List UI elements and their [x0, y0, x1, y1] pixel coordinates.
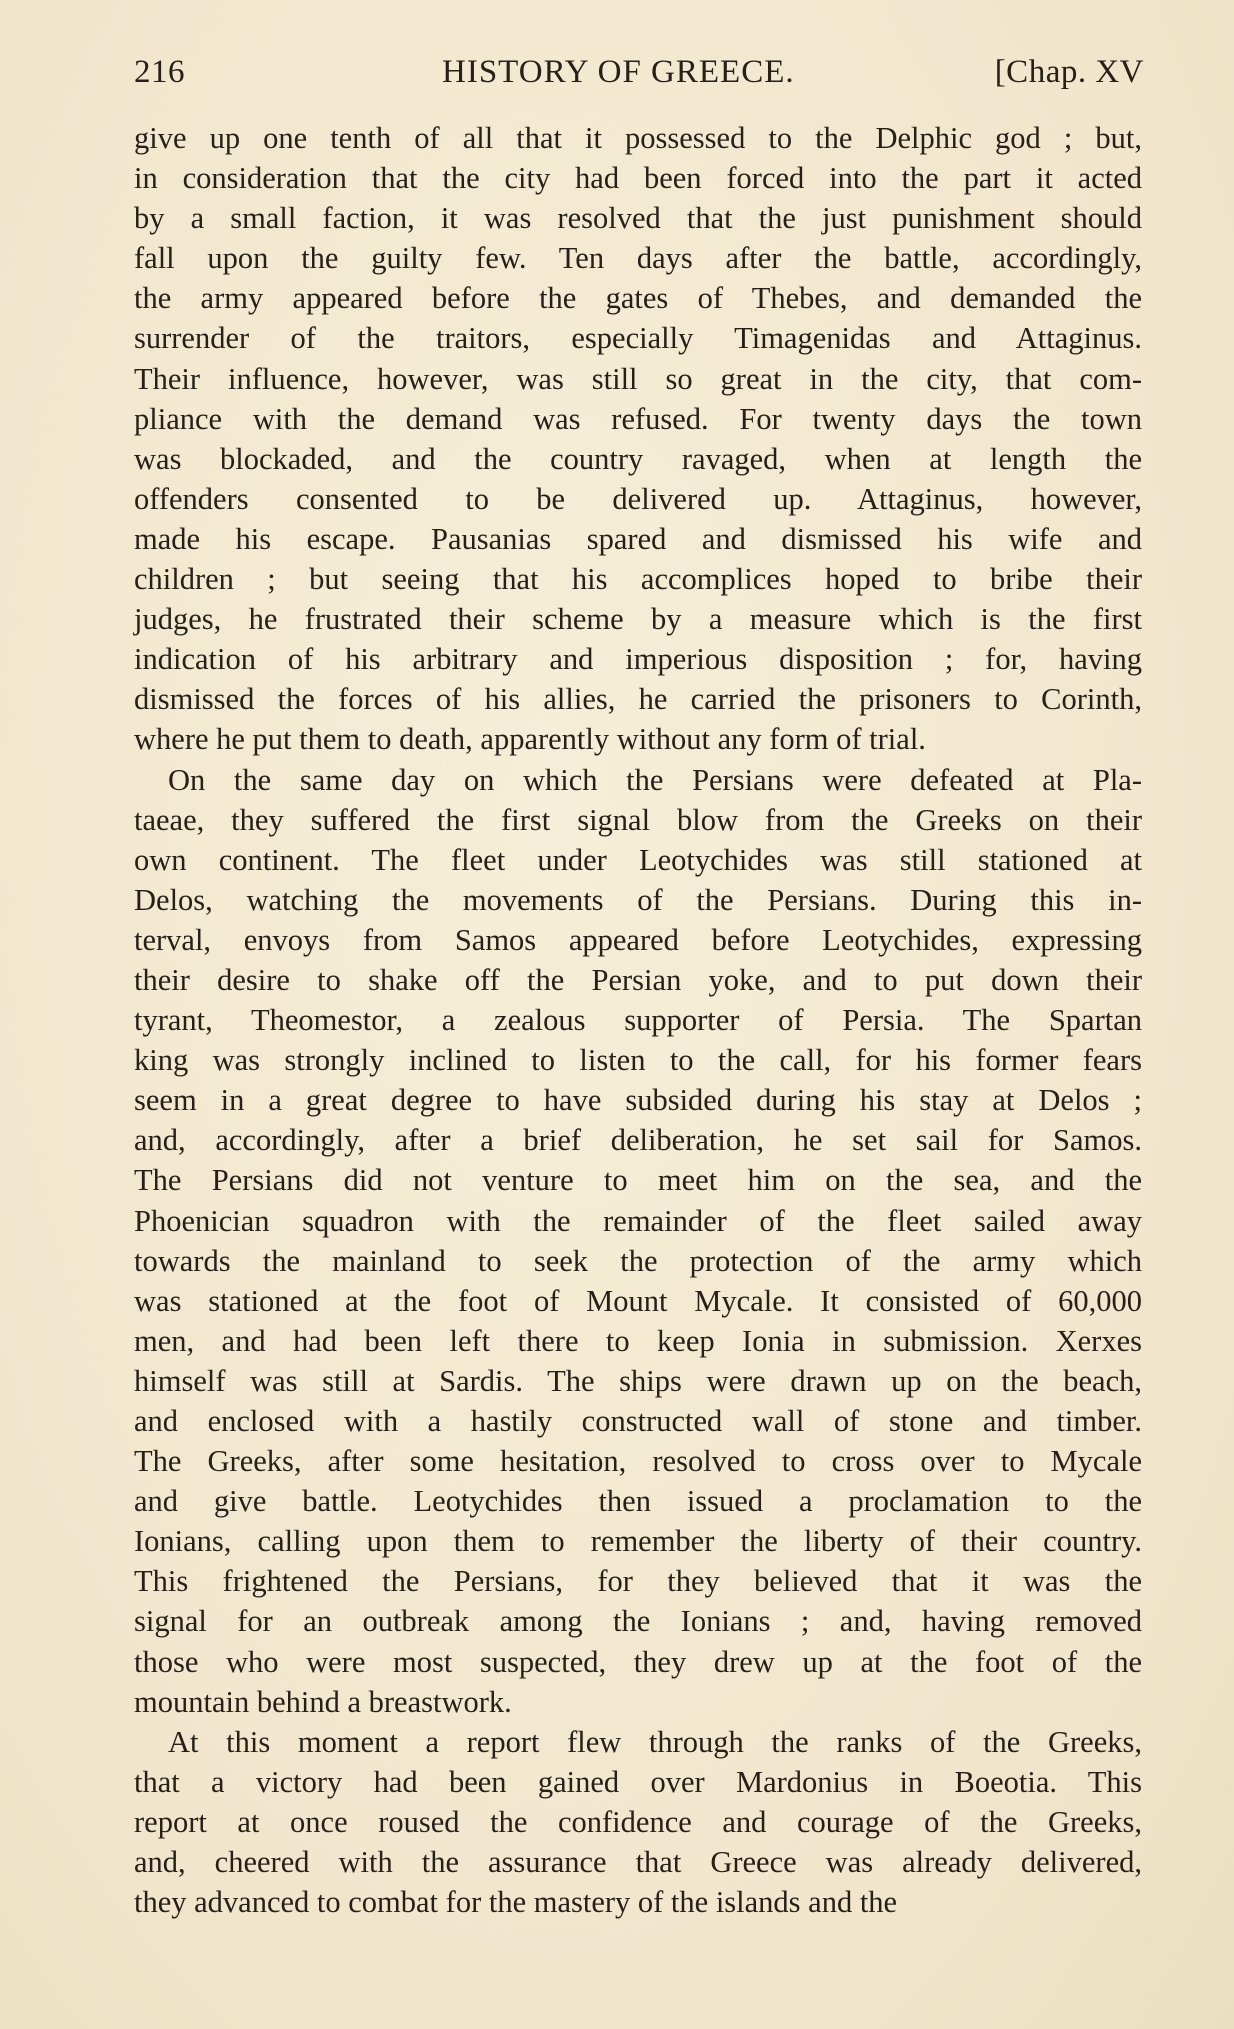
text-line: those who were most suspected, they drew up at the foot of the: [134, 1644, 1142, 1679]
text-line: surrender of the traitors, especially Timagenidas and Attaginus.: [134, 321, 1142, 356]
text-line: men, and had been left there to keep Ionia in submission. Xerxes: [134, 1323, 1142, 1358]
text-line: Delos, watching the movements of the Persians. During this in-: [134, 882, 1142, 917]
text-line: Ionians, calling upon them to remember the liberty of their country.: [134, 1524, 1142, 1559]
text-line: dismissed the forces of his allies, he carried the prisoners to Corinth,: [134, 682, 1142, 717]
page-number: 216: [134, 54, 185, 90]
running-title: HISTORY OF GREECE.: [442, 54, 795, 90]
text-line: and enclosed with a hastily constructed wall of stone and timber.: [134, 1404, 1142, 1438]
text-line: and, accordingly, after a brief deliberation, he set sail for Samos.: [134, 1123, 1142, 1158]
running-head: [134, 48, 1144, 98]
text-line: made his escape. Pausanias spared and dismissed his wife and: [134, 521, 1142, 556]
paragraph: [134, 760, 1142, 1722]
text-line: where he put them to death, apparently without any form of trial.: [134, 722, 926, 757]
text-line: This frightened the Persians, for they believed that it was the: [134, 1564, 1142, 1599]
text-line: give up one tenth of all that it possessed to the Delphic god ; but,: [134, 121, 1142, 155]
body-text: [134, 118, 1142, 1922]
text-line: that a victory had been gained over Mardonius in Boeotia. This: [134, 1764, 1142, 1799]
text-line: offenders consented to be delivered up. Attaginus, however,: [134, 481, 1142, 516]
text-line: signal for an outbreak among the Ionians ; and, having removed: [134, 1604, 1142, 1639]
text-line: terval, envoys from Samos appeared before Leotychides, expressing: [134, 922, 1142, 957]
paragraph: [134, 118, 1142, 760]
text-line: was blockaded, and the country ravaged, when at length the: [134, 441, 1142, 476]
text-line: Phoenician squadron with the remainder of the fleet sailed away: [134, 1203, 1142, 1238]
text-line: in consideration that the city had been forced into the part it acted: [134, 161, 1142, 196]
chapter-reference: [Chap. XV: [994, 54, 1144, 90]
text-line: mountain behind a breastwork.: [134, 1684, 512, 1719]
text-line: they advanced to combat for the mastery of the islands and the: [134, 1885, 898, 1920]
text-line: report at once roused the confidence and courage of the Greeks,: [134, 1804, 1142, 1839]
text-line: tyrant, Theomestor, a zealous supporter of Persia. The Spartan: [134, 1003, 1142, 1038]
text-line: towards the mainland to seek the protection of the army which: [134, 1243, 1142, 1278]
text-line: himself was still at Sardis. The ships were drawn up on the beach,: [134, 1363, 1142, 1398]
text-line: Their influence, however, was still so great in the city, that com-: [134, 361, 1142, 396]
text-line: indication of his arbitrary and imperious disposition ; for, having: [134, 642, 1142, 677]
text-line: own continent. The fleet under Leotychides was still stationed at: [134, 842, 1142, 877]
paragraph: [134, 1722, 1142, 1922]
text-line: judges, he frustrated their scheme by a measure which is the first: [134, 602, 1142, 637]
text-line: and, cheered with the assurance that Greece was already delivered,: [134, 1845, 1142, 1880]
text-line: The Persians did not venture to meet him on the sea, and the: [134, 1163, 1142, 1198]
text-line: children ; but seeing that his accomplices hoped to bribe their: [134, 562, 1142, 597]
text-line: their desire to shake off the Persian yoke, and to put down their: [134, 962, 1142, 997]
text-line: fall upon the guilty few. Ten days after the battle, accordingly,: [134, 241, 1142, 276]
text-line: On the same day on which the Persians were defeated at Pla-: [168, 762, 1142, 797]
text-line: by a small faction, it was resolved that the just punishment should: [134, 201, 1142, 236]
text-line: At this moment a report flew through the ranks of the Greeks,: [168, 1724, 1142, 1759]
text-line: taeae, they suffered the first signal blow from the Greeks on their: [134, 802, 1142, 837]
text-line: seem in a great degree to have subsided during his stay at Delos ;: [134, 1083, 1142, 1118]
text-line: king was strongly inclined to listen to the call, for his former fears: [134, 1043, 1142, 1078]
text-line: the army appeared before the gates of Thebes, and demanded the: [134, 281, 1142, 316]
text-line: pliance with the demand was refused. For twenty days the town: [134, 401, 1142, 436]
text-line: was stationed at the foot of Mount Mycale. It consisted of 60,000: [134, 1283, 1142, 1318]
text-line: The Greeks, after some hesitation, resolved to cross over to Mycale: [134, 1444, 1142, 1479]
text-line: and give battle. Leotychides then issued a proclamation to the: [134, 1484, 1142, 1519]
